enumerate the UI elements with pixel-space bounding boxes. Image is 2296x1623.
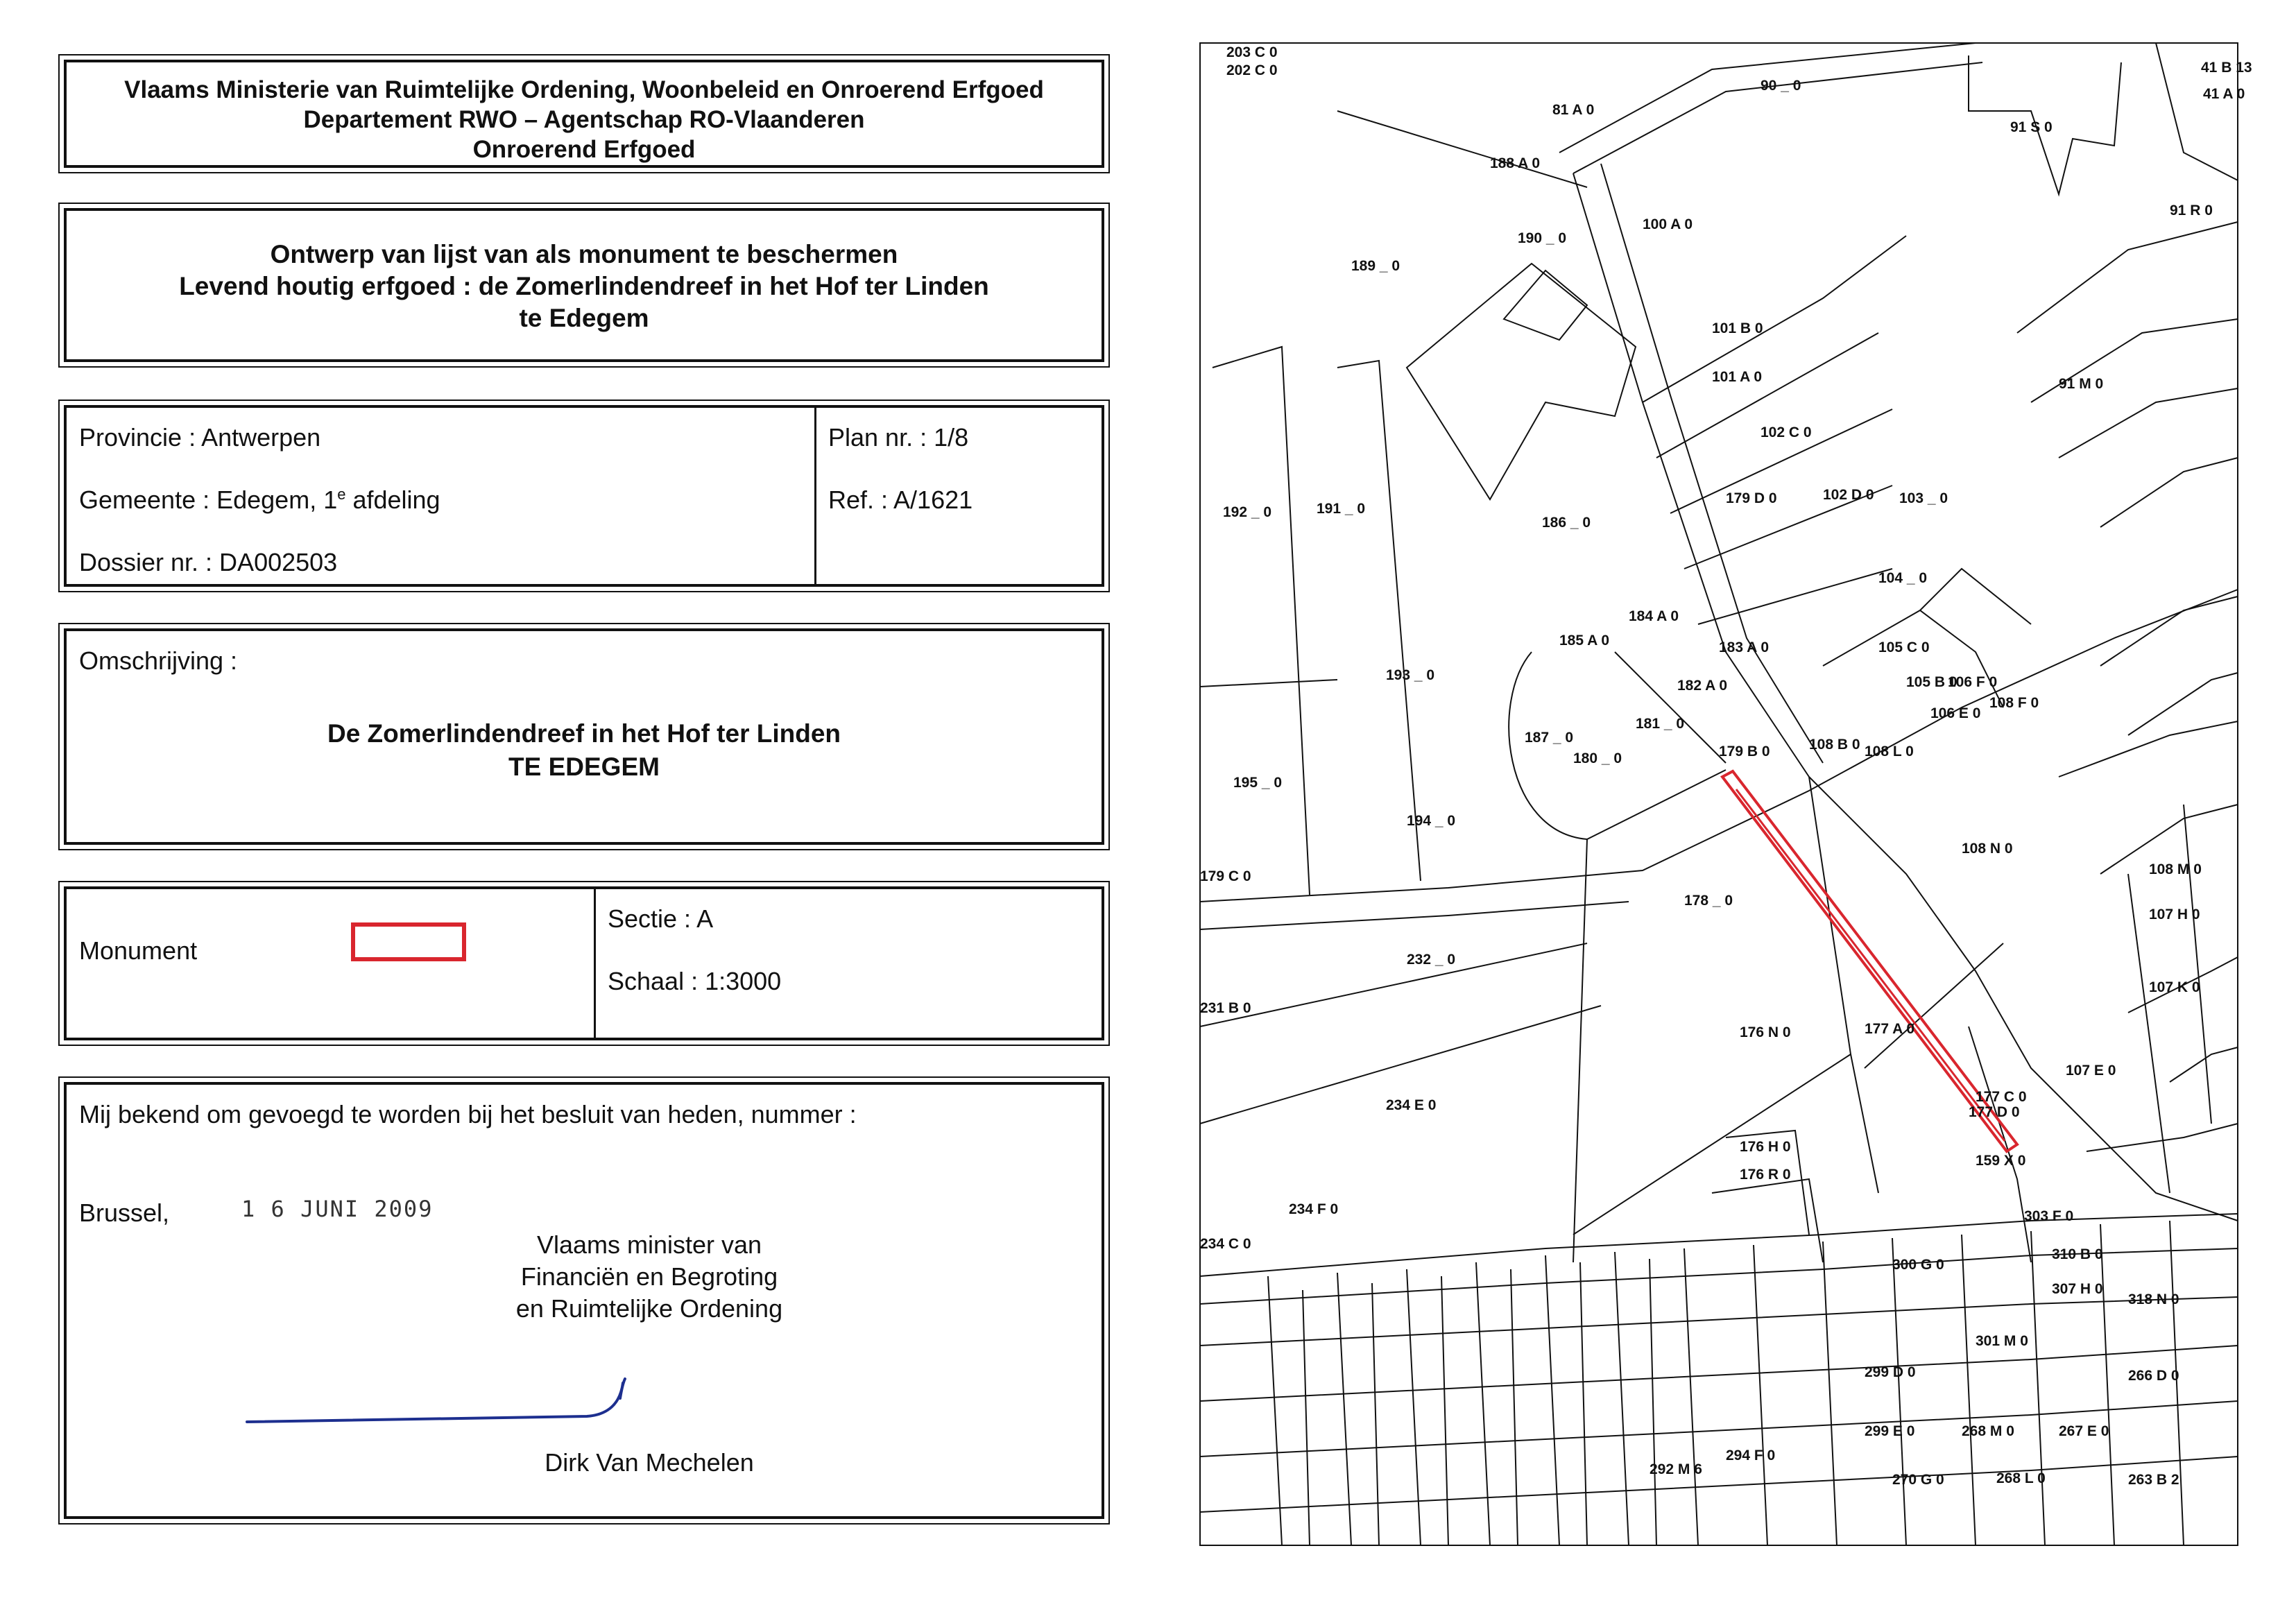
parcel-label: 176 N 0 (1740, 1024, 1791, 1040)
description-label: Omschrijving : (79, 646, 238, 675)
schaal-field: Schaal : 1:3000 (608, 967, 782, 995)
parcel-label: 176 H 0 (1740, 1139, 1791, 1155)
parcel-label: 234 F 0 (1289, 1201, 1339, 1217)
parcel-label: 268 M 0 (1962, 1423, 2014, 1439)
parcel-label: 183 A 0 (1719, 639, 1769, 655)
signature-scribble (240, 1362, 628, 1439)
parcel-label: 190 _ 0 (1518, 230, 1567, 246)
parcel-label: 178 _ 0 (1684, 893, 1733, 909)
department-name: Departement RWO – Agentschap RO-Vlaanderen (303, 106, 865, 133)
document-title (64, 208, 1104, 362)
parcel-label: 104 _ 0 (1878, 570, 1928, 586)
parcel-label: 194 _ 0 (1407, 813, 1456, 829)
gemeente-suffix: afdeling (345, 486, 440, 514)
parcel-label: 81 A 0 (1552, 102, 1595, 118)
parcel-label: 107 E 0 (2066, 1063, 2116, 1079)
gemeente-field (79, 486, 440, 515)
parcel-label: 263 B 2 (2128, 1472, 2179, 1488)
parcel-label: 102 D 0 (1823, 487, 1874, 503)
title-line-3: te Edegem (519, 304, 649, 332)
parcel-label: 193 _ 0 (1386, 667, 1435, 683)
minister-line-2: Financiën en Begroting (520, 1262, 778, 1291)
ministry-header (64, 60, 1104, 168)
parcel-label: 294 F 0 (1726, 1448, 1776, 1463)
parcel-label: 41 A 0 (2203, 86, 2245, 102)
legend-box (64, 886, 1104, 1040)
title-line-1: Ontwerp van lijst van als monument te beschermen (270, 240, 898, 268)
sectie-field: Sectie : A (608, 904, 714, 933)
description-line-2: TE EDEGEM (508, 753, 660, 781)
parcel-label: 299 E 0 (1865, 1423, 1915, 1439)
parcel-label: 234 E 0 (1386, 1097, 1437, 1113)
info-box (64, 405, 1104, 587)
parcel-label: 159 X 0 (1976, 1153, 2026, 1169)
parcel-label: 318 N 0 (2128, 1291, 2179, 1307)
parcel-label: 179 C 0 (1200, 868, 1251, 884)
parcel-label: 186 _ 0 (1542, 515, 1591, 531)
parcel-label: 303 F 0 (2024, 1208, 2074, 1224)
provincie-field: Provincie : Antwerpen (79, 423, 321, 452)
parcel-label: 177 A 0 (1865, 1021, 1914, 1037)
parcel-label: 107 K 0 (2149, 979, 2200, 995)
parcel-label: 179 D 0 (1726, 490, 1777, 506)
title-line-2: Levend houtig erfgoed : de Zomerlindendreef in het Hof ter Linden (179, 272, 989, 300)
parcel-label: 107 H 0 (2149, 907, 2200, 922)
parcel-label: 203 C 0 (1226, 44, 1278, 60)
parcel-label: 177 C 0 (1976, 1089, 2027, 1105)
date-stamp: 1 6 JUNI 2009 (241, 1196, 434, 1222)
parcel-label: 181 _ 0 (1636, 716, 1685, 732)
parcel-label: 102 C 0 (1760, 424, 1812, 440)
parcel-label: 300 G 0 (1892, 1257, 1944, 1273)
cadastral-map (1199, 42, 2252, 1547)
parcel-label: 310 B 0 (2052, 1246, 2103, 1262)
signature-box (64, 1082, 1104, 1519)
agency-name: Onroerend Erfgoed (472, 136, 696, 163)
parcel-label: 105 C 0 (1878, 639, 1930, 655)
parcel-label: 266 D 0 (2128, 1368, 2179, 1384)
parcel-label: 108 N 0 (1962, 841, 2013, 857)
parcel-label: 231 B 0 (1200, 1000, 1251, 1016)
parcel-label: 192 _ 0 (1223, 504, 1272, 520)
parcel-label: 184 A 0 (1629, 608, 1679, 624)
parcel-label: 41 B 13 (2201, 60, 2252, 76)
parcel-label: 268 L 0 (1996, 1470, 2046, 1486)
parcel-label: 108 L 0 (1865, 744, 1914, 759)
parcel-label: 105 B 0 (1906, 674, 1957, 690)
parcel-label: 234 C 0 (1200, 1236, 1251, 1252)
parcel-label: 106 F 0 (1948, 674, 1998, 690)
parcel-label: 108 M 0 (2149, 861, 2202, 877)
parcel-label: 187 _ 0 (1525, 730, 1574, 746)
parcel-label: 177 D 0 (1969, 1104, 2020, 1120)
parcel-label: 267 E 0 (2059, 1423, 2109, 1439)
parcel-label: 270 G 0 (1892, 1472, 1944, 1488)
parcel-label: 232 _ 0 (1407, 952, 1456, 968)
parcel-label: 106 E 0 (1930, 705, 1981, 721)
parcel-label: 91 S 0 (2010, 119, 2053, 135)
parcel-label: 90 _ 0 (1760, 78, 1801, 94)
dossier-field: Dossier nr. : DA002503 (79, 548, 338, 576)
description-line-1: De Zomerlindendreef in het Hof ter Linden (327, 719, 841, 748)
parcel-label: 103 _ 0 (1899, 490, 1948, 506)
parcel-label: 202 C 0 (1226, 62, 1278, 78)
parcel-label: 292 M 6 (1650, 1461, 1702, 1477)
minister-name: Dirk Van Mechelen (545, 1448, 754, 1477)
parcel-label: 100 A 0 (1643, 216, 1693, 232)
minister-line-3: en Ruimtelijke Ordening (515, 1294, 783, 1323)
parcel-labels (1200, 44, 2252, 1488)
parcel-label: 191 _ 0 (1317, 501, 1366, 517)
parcel-label: 108 F 0 (1989, 695, 2039, 711)
plan-field: Plan nr. : 1/8 (828, 423, 969, 452)
parcel-label: 189 _ 0 (1351, 258, 1400, 274)
legend-divider (594, 889, 596, 1038)
parcel-label: 101 A 0 (1712, 369, 1762, 385)
parcel-label: 185 A 0 (1559, 633, 1609, 649)
parcel-label: 101 B 0 (1712, 320, 1763, 336)
parcel-label: 301 M 0 (1976, 1333, 2028, 1349)
parcel-label: 299 D 0 (1865, 1364, 1916, 1380)
parcel-label: 307 H 0 (2052, 1281, 2103, 1297)
place-text: Brussel, (79, 1199, 170, 1227)
parcel-label: 195 _ 0 (1233, 775, 1283, 791)
gemeente-sup: e (337, 486, 346, 503)
description-text (67, 717, 1102, 784)
parcel-label: 188 A 0 (1490, 155, 1540, 171)
parcel-label: 180 _ 0 (1573, 750, 1622, 766)
parcel-label: 108 B 0 (1809, 737, 1860, 753)
ministry-name: Vlaams Ministerie van Ruimtelijke Ordening, Woonbeleid en Onroerend Erfgoed (124, 76, 1044, 103)
info-divider (814, 408, 816, 584)
statement-text: Mij bekend om gevoegd te worden bij het besluit van heden, nummer : (79, 1100, 857, 1128)
parcel-label: 179 B 0 (1719, 744, 1770, 759)
monument-label: Monument (79, 936, 198, 965)
monument-swatch (351, 922, 466, 961)
parcel-label: 91 R 0 (2170, 203, 2213, 218)
description-box (64, 628, 1104, 845)
minister-line-1: Vlaams minister van (536, 1230, 762, 1259)
parcel-label: 91 M 0 (2059, 376, 2104, 392)
parcel-label: 176 R 0 (1740, 1167, 1791, 1183)
minister-title (455, 1229, 843, 1325)
gemeente-text: Gemeente : Edegem, 1 (79, 486, 338, 514)
ref-field: Ref. : A/1621 (828, 486, 973, 514)
parcel-label: 182 A 0 (1677, 678, 1727, 694)
